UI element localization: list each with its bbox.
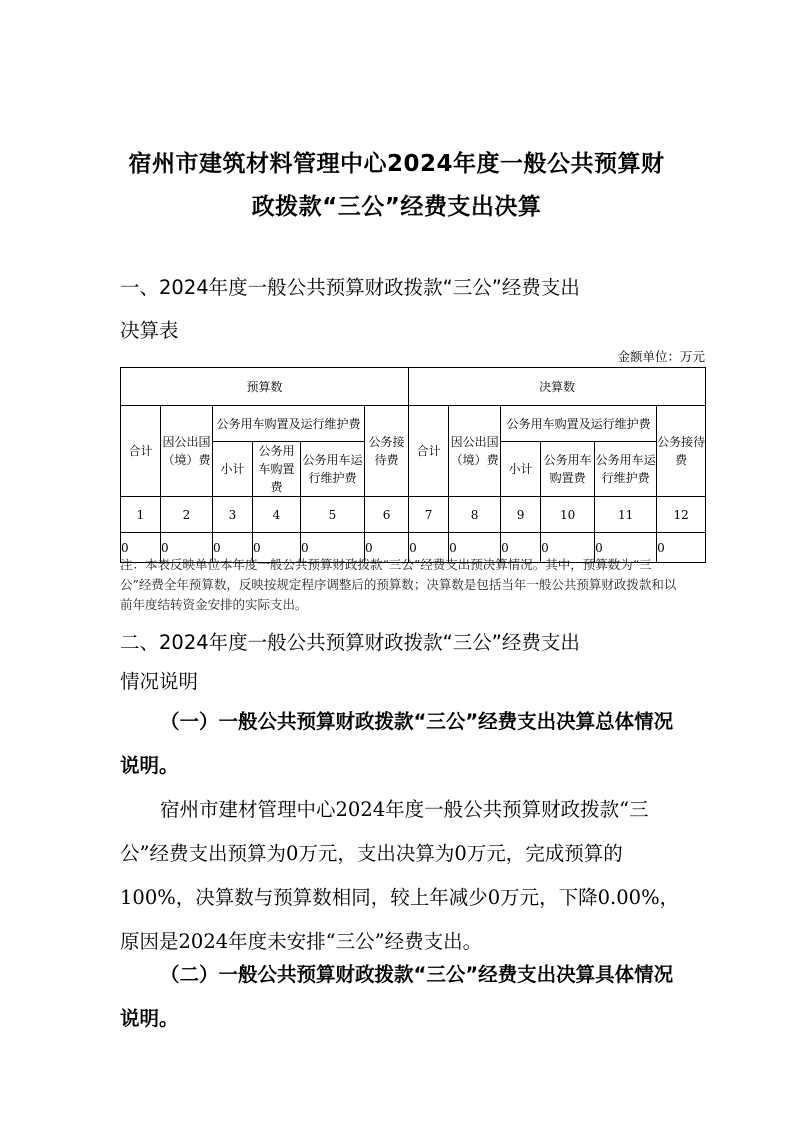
final-total-header: 合计 — [409, 406, 449, 497]
section1-heading-cont: 决算表 — [120, 319, 179, 342]
final-reception-header: 公务接待费 — [657, 406, 706, 497]
section1-heading: 一、2024年度一般公共预算财政拨款“三公”经费支出 — [120, 276, 580, 299]
col-number: 3 — [213, 497, 253, 533]
budget-total-header: 合计 — [121, 406, 161, 497]
col-number: 7 — [409, 497, 449, 533]
table-note: 注：本表反映单位本年度一般公共预算财政拨款“三公”经费支出预决算情况。其中，预算数为“三公”经费全年预算数，反映按规定程序调整后的预算数；决算数是包括当年一般公共预算财政拨款和以前年度结转资金安排的实际支出。 — [120, 557, 677, 612]
col-number: 12 — [657, 497, 706, 533]
section2-heading-cont: 情况说明 — [120, 670, 199, 693]
col-number: 1 — [121, 497, 161, 533]
final-vehicle-header: 公务用车购置及运行维护费 — [501, 406, 657, 442]
budget-operation-header: 公务用车运行维护费 — [301, 442, 365, 497]
subsection2-heading: （二）一般公共预算财政拨款“三公”经费支出决算具体情况说明。 — [120, 963, 674, 1030]
final-abroad-header: 因公出国（境）费 — [449, 406, 501, 497]
value-cell: 0 — [161, 533, 213, 563]
col-number: 5 — [301, 497, 365, 533]
col-number: 6 — [365, 497, 409, 533]
document-title-line1: 宿州市建筑材料管理中心2024年度一般公共预算财 — [128, 151, 665, 177]
value-cell: 0 — [301, 533, 365, 563]
col-number: 11 — [595, 497, 657, 533]
budget-purchase-header: 公务用车购置费 — [253, 442, 301, 497]
value-cell: 0 — [541, 533, 595, 563]
value-cell: 0 — [595, 533, 657, 563]
budget-reception-header: 公务接待费 — [365, 406, 409, 497]
value-cell: 0 — [449, 533, 501, 563]
budget-subtotal-header: 小计 — [213, 442, 253, 497]
subsection1-heading: （一）一般公共预算财政拨款“三公”经费支出决算总体情况说明。 — [120, 710, 674, 777]
section2-heading: 二、2024年度一般公共预算财政拨款“三公”经费支出 — [120, 631, 580, 654]
col-number: 4 — [253, 497, 301, 533]
final-purchase-header: 公务用车购置费 — [541, 442, 595, 497]
final-subtotal-header: 小计 — [501, 442, 541, 497]
col-number: 8 — [449, 497, 501, 533]
value-cell: 0 — [121, 533, 161, 563]
col-number: 9 — [501, 497, 541, 533]
col-number: 10 — [541, 497, 595, 533]
budget-vehicle-header: 公务用车购置及运行维护费 — [213, 406, 365, 442]
value-cell: 0 — [409, 533, 449, 563]
three-public-expense-table — [120, 367, 706, 563]
value-cell: 0 — [657, 533, 706, 563]
budget-abroad-header: 因公出国（境）费 — [161, 406, 213, 497]
paragraph-overview: 宿州市建材管理中心2024年度一般公共预算财政拨款“三公”经费支出预算为0万元，支出决算为0万元，完成预算的100%，决算数与预算数相同，较上年减少0万元，下降0.00%，原因是2024年度未安排“三公”经费支出。 — [120, 798, 680, 953]
final-header: 决算数 — [409, 368, 706, 406]
value-cell: 0 — [253, 533, 301, 563]
budget-header: 预算数 — [121, 368, 409, 406]
col-number: 2 — [161, 497, 213, 533]
document-title-line2: 政拨款“三公”经费支出决算 — [251, 194, 542, 220]
value-cell: 0 — [365, 533, 409, 563]
value-cell: 0 — [213, 533, 253, 563]
value-cell: 0 — [501, 533, 541, 563]
unit-label: 金额单位：万元 — [617, 349, 705, 364]
final-operation-header: 公务用车运行维护费 — [595, 442, 657, 497]
